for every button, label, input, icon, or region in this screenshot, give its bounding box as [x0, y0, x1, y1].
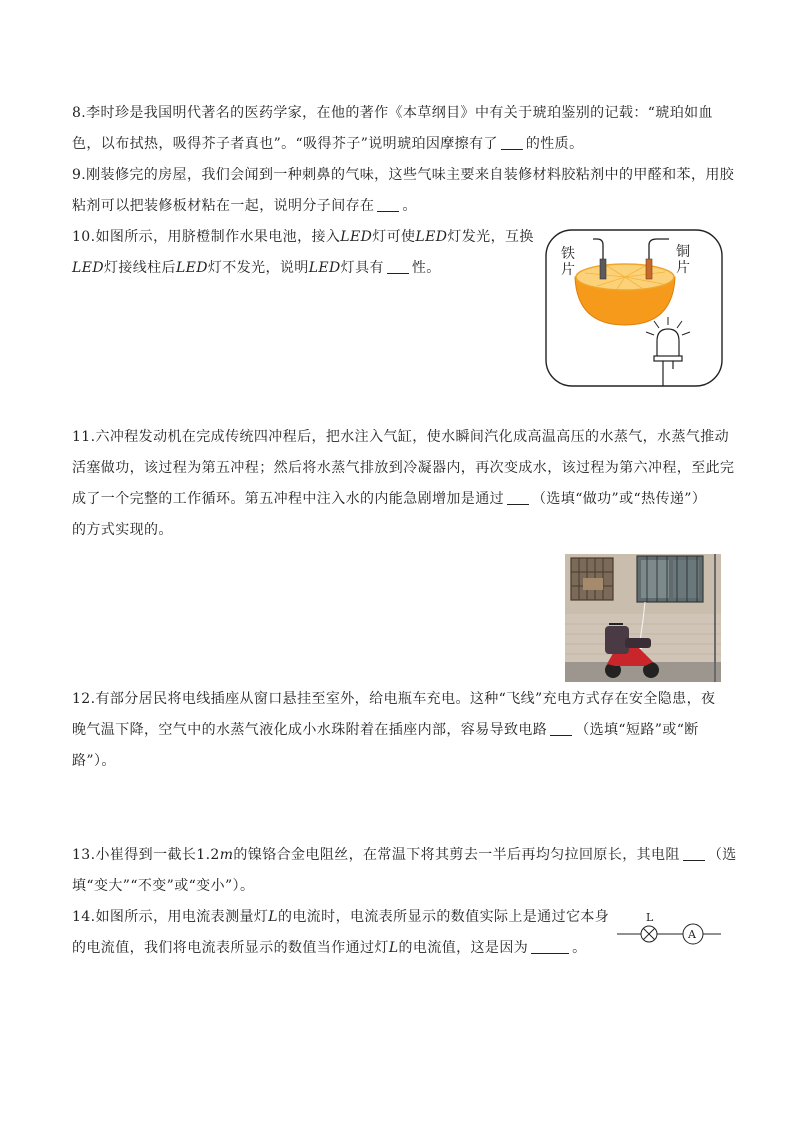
question-11 [72, 422, 734, 546]
answer-blank[interactable] [377, 197, 399, 212]
q12-text-a: 晚气温下降，空气中的水蒸气液化成小水珠附着在插座内部，容易导致电路 [72, 722, 548, 738]
q11-line3 [72, 484, 734, 515]
ammeter-label: A [688, 928, 696, 941]
q14-text: 的电流值，我们将电流表所显示的数值当作通过灯 [72, 940, 389, 956]
question-10 [72, 222, 534, 284]
q14-text: 。 [572, 940, 587, 956]
answer-blank[interactable] [531, 939, 569, 954]
q11-text-b: （选填“做功”或“热传递”） [532, 491, 707, 507]
q10-text: 性。 [411, 260, 441, 276]
copper-electrode [646, 259, 652, 279]
q13-text: 的镍铬合金电阻丝，在常温下将其剪去一半后再均匀拉回原长，其电阻 [233, 847, 680, 863]
question-9 [72, 160, 734, 222]
answer-blank[interactable] [501, 135, 523, 150]
q11-line2: 活塞做功，该过程为第五冲程；然后将水蒸气排放到冷凝器内，再次变成水，该过程为第六冲程，至此完 [72, 460, 735, 476]
q10-text: 灯不发光，说明 [207, 260, 309, 276]
iron-electrode [600, 259, 606, 279]
q14-text: 14.如图所示，用电流表测量灯 [72, 909, 269, 925]
lamp-ammeter-circuit [617, 908, 721, 948]
q10-text: 灯可使 [372, 229, 416, 245]
lamp-symbol-L: L [268, 909, 278, 925]
q11-line1: 11.六冲程发动机在完成传统四冲程后，把水注入气缸，使水瞬间汽化成高温高压的水蒸气，水蒸气推动 [72, 429, 730, 445]
q9-text-a: 粘剂可以把装修板材粘在一起，说明分子间存在 [72, 198, 375, 214]
q13-line1 [72, 840, 737, 871]
q14-line1 [72, 902, 609, 933]
answer-blank[interactable] [507, 490, 529, 505]
copper-label-2: 片 [676, 260, 690, 276]
led-bulb [646, 317, 690, 386]
q8-text-b: 的性质。 [525, 136, 584, 152]
window-left [571, 558, 613, 600]
led-term: LED [175, 260, 208, 276]
led-term: LED [72, 260, 104, 276]
q10-text: 灯发光，互换 [447, 229, 534, 245]
q10-text: 灯具有 [340, 260, 384, 276]
q10-text: 灯接线柱后 [103, 260, 176, 276]
q14-text: 的电流值，这是因为 [398, 940, 529, 956]
q8-line1: 8.李时珍是我国明代著名的医药学家，在他的著作《本草纲目》中有关于琥珀鉴别的记载：“琥珀如血 [72, 105, 713, 121]
led-term: LED [308, 260, 341, 276]
q14-text: 的电流时，电流表所显示的数值实际上是通过它本身 [277, 909, 610, 925]
q11-text-a: 成了一个完整的工作循环。第五冲程中注入水的内能急剧增加是通过 [72, 491, 504, 507]
q9-line1: 9.刚装修完的房屋，我们会闻到一种刺鼻的气味，这些气味主要来自装修材料胶粘剂中的甲醛和苯，用胶 [72, 167, 735, 183]
q10-text: 10.如图所示，用脐橙制作水果电池，接入 [72, 229, 341, 245]
copper-label-1: 铜 [676, 244, 690, 260]
q12-text-b: （选填“短路”或“断 [575, 722, 699, 738]
q13-text: 13.小崔得到一截长 [72, 847, 197, 863]
q13-length-value: 1.2 [196, 847, 220, 863]
q8-line2 [72, 129, 713, 160]
answer-blank[interactable] [683, 846, 705, 861]
q8-text-a: 色，以布拭热，吸得芥子者真也”。“吸得芥子”说明琥珀因摩擦有了 [72, 136, 498, 152]
question-14 [72, 902, 609, 964]
question-8 [72, 98, 713, 160]
q13-line2: 填“变大”“不变”或“变小”）。 [72, 878, 255, 894]
window-right [637, 556, 703, 602]
fruit-battery-figure [545, 229, 725, 389]
lamp-symbol-L: L [388, 940, 399, 956]
q12-line2 [72, 715, 715, 746]
led-term: LED [415, 229, 448, 245]
led-term: LED [340, 229, 373, 245]
lamp-label: L [646, 911, 654, 924]
question-12 [72, 684, 715, 777]
iron-label-1: 铁 [561, 246, 575, 262]
q11-line4: 的方式实现的。 [72, 522, 173, 538]
q12-line3: 路”）。 [72, 753, 116, 769]
q14-line2 [72, 933, 609, 964]
scooter-charging-photo [565, 554, 721, 682]
q10-line1 [72, 222, 534, 253]
q13-text: （选 [707, 847, 737, 863]
answer-blank[interactable] [387, 259, 409, 274]
q13-length-unit: m [219, 847, 234, 863]
q10-line2 [72, 253, 534, 284]
question-13 [72, 840, 737, 902]
q12-line1: 12.有部分居民将电线插座从窗口悬挂至室外，给电瓶车充电。这种“飞线”充电方式存在安全隐患，夜 [72, 691, 716, 707]
iron-label-2: 片 [561, 262, 575, 278]
q9-text-b: 。 [402, 198, 417, 214]
answer-blank[interactable] [550, 721, 572, 736]
lamp-symbol [641, 926, 657, 942]
q9-line2 [72, 191, 734, 222]
